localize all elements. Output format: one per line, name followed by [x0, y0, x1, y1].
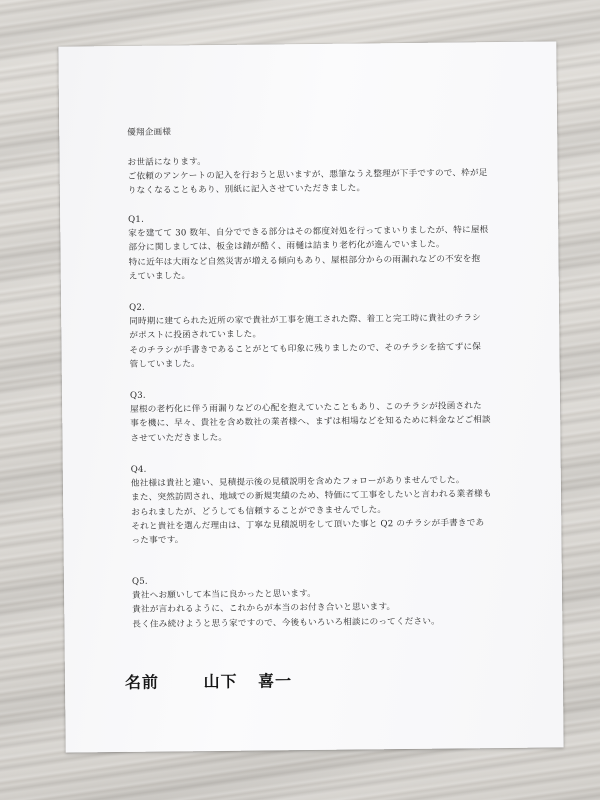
section-line: 他社様は貴社と違い、見積提示後の見積説明を含めたフォローがありませんでした。 [130, 475, 465, 490]
section-line: また、突然訪問され、地域での新規実績のため、特価にて工事をしたいと言われる業者様も [130, 489, 492, 504]
section-line: 家を建てて 30 数年、自分でできる部分はその都度対処を行ってまいりましたが、特に屋根 [128, 225, 489, 240]
section-heading: Q4. [130, 464, 147, 475]
section-line: えていました。 [128, 271, 191, 282]
section-line: 貴社へお願いして本当に良かったと思います。 [132, 589, 317, 602]
addressee-line: 優翔企画様 [127, 127, 172, 138]
section-q1 [128, 209, 549, 284]
signature-family-name: 山下 [203, 671, 238, 692]
section-heading: Q1. [128, 214, 145, 225]
section-heading: Q3. [129, 390, 146, 401]
section-q5 [132, 570, 553, 631]
section-line: それと貴社を選んだ理由は、丁寧な見積説明をして頂いた事と Q2 のチラシが手書きであ [131, 518, 485, 532]
section-line: 長く住み続けようと思う家ですので、今後もいろいろ相談にのってください。 [132, 616, 440, 630]
section-line: 特に近年は大雨など自然災害が増える傾向もあり、屋根部分からの雨漏れなどの不安を抱 [128, 253, 481, 268]
section-q4 [131, 458, 552, 548]
section-heading: Q5. [131, 576, 148, 587]
section-q3 [130, 384, 551, 445]
section-line: おられましたが、どうしても信頼することができませんでした。 [131, 504, 387, 518]
section-line: った事です。 [131, 535, 184, 546]
section-line: 屋根の老朽化に伴う雨漏りなどの心配を抱えていたこともあり、このチラシが投函された [130, 401, 482, 416]
signature-line [125, 668, 292, 693]
section-line: そのチラシが手書きであることがとても印象に残りましたので、そのチラシを捨てずに保 [129, 341, 482, 356]
addressee [127, 122, 547, 141]
signature-given-name: 喜一 [258, 671, 293, 691]
section-line: 部分に関しましては、板金は錆が酷く、雨樋は詰まり老朽化が進んでいました。 [128, 239, 445, 254]
intro-line: りなくなることもあり、別紙に記入させていただきました。 [127, 183, 366, 197]
section-line: 貴社が言われるように、これからが本当のお付き合いと思います。 [132, 602, 396, 616]
letter-paper [58, 41, 563, 752]
section-line: させていただきました。 [130, 432, 228, 444]
section-line: 同時期に建てられた近所の家で貴社が工事を施工された際、着工と完工時に貴社のチラシ [129, 313, 482, 328]
section-heading: Q2. [129, 302, 145, 313]
section-line: 事を機に、早々、貴社を含め数社の業者様へ、まずは相場などを知るために料金などご相談 [130, 415, 491, 430]
section-line: 管していました。 [129, 358, 201, 370]
intro-paragraph [127, 152, 547, 199]
section-q2 [129, 297, 550, 372]
intro-line: お世話になります。 [127, 157, 207, 168]
intro-line: ご依頼のアンケートの記入を行おうと思いますが、悪筆なうえ整理が下手ですので、枠が足 [127, 168, 488, 183]
section-line: がポストに投函されていました。 [129, 329, 262, 342]
signature-label: 名前 [124, 672, 160, 692]
